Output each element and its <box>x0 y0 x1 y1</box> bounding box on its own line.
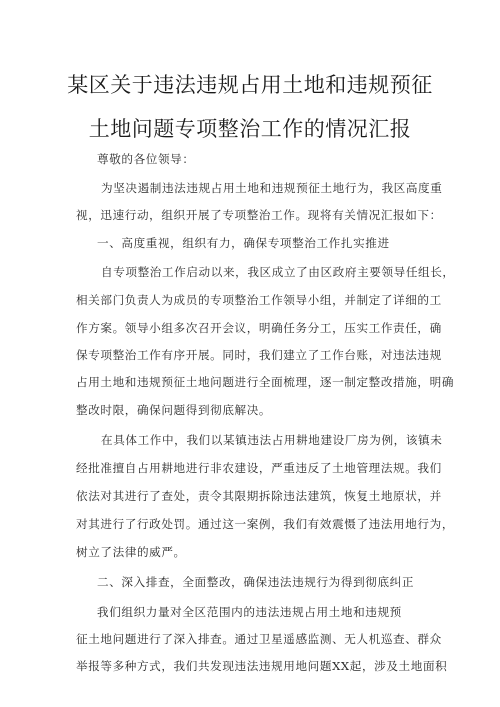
document-title-line-2: 土地问题专项整治工作的情况汇报 <box>88 117 412 141</box>
paragraph-line: 经批准擅自占用耕地进行非农建设，严重违反了土地管理法规。我们 <box>76 461 442 475</box>
paragraph-line: 保专项整治工作有序开展。同时，我们建立了工作台账，对违法违规 <box>76 348 442 362</box>
paragraph-line: 举报等多种方式，我们共发现违法违规用地问题XX起，涉及土地面积 <box>76 659 448 673</box>
paragraph-line: 为坚决遏制违法违规占用土地和违规预征土地行为，我区高度重 <box>101 181 443 195</box>
document-title-line-1: 某区关于违法违规占用土地和违规预征 <box>67 73 433 97</box>
salutation: 尊敬的各位领导： <box>97 152 195 166</box>
paragraph-line: 在具体工作中，我们以某镇违法占用耕地建设厂房为例，该镇未 <box>101 433 443 447</box>
paragraph-line: 对其进行了行政处罚。通过这一案例，我们有效震慑了违法用地行为， <box>76 517 455 531</box>
paragraph-line: 自专项整治工作启动以来，我区成立了由区政府主要领导任组长， <box>101 265 455 279</box>
paragraph-line: 整改时限，确保问题得到彻底解决。 <box>76 403 272 417</box>
section-heading-1: 一、高度重视，组织有力，确保专项整治工作扎实推进 <box>97 236 390 250</box>
paragraph-line: 树立了法律的威严。 <box>76 545 186 559</box>
paragraph-line: 占用土地和违规预征土地问题进行全面梳理，逐一制定整改措施，明确 <box>76 375 455 389</box>
paragraph-line: 作方案。领导小组多次召开会议，明确任务分工，压实工作责任，确 <box>76 321 442 335</box>
paragraph-line: 视，迅速行动，组织开展了专项整治工作。现将有关情况汇报如下： <box>76 208 442 222</box>
paragraph-line: 依法对其进行了查处，责令其限期拆除违法建筑，恢复土地原状，并 <box>76 489 442 503</box>
paragraph-line: 我们组织力量对全区范围内的违法违规占用土地和违规预 <box>97 605 402 619</box>
paragraph-line: 相关部门负责人为成员的专项整治工作领导小组，并制定了详细的工 <box>76 293 442 307</box>
paragraph-line: 征土地问题进行了深入排查。通过卫星遥感监测、无人机巡查、群众 <box>76 632 442 646</box>
section-heading-2: 二、深入排查，全面整改，确保违法违规行为得到彻底纠正 <box>97 575 415 589</box>
